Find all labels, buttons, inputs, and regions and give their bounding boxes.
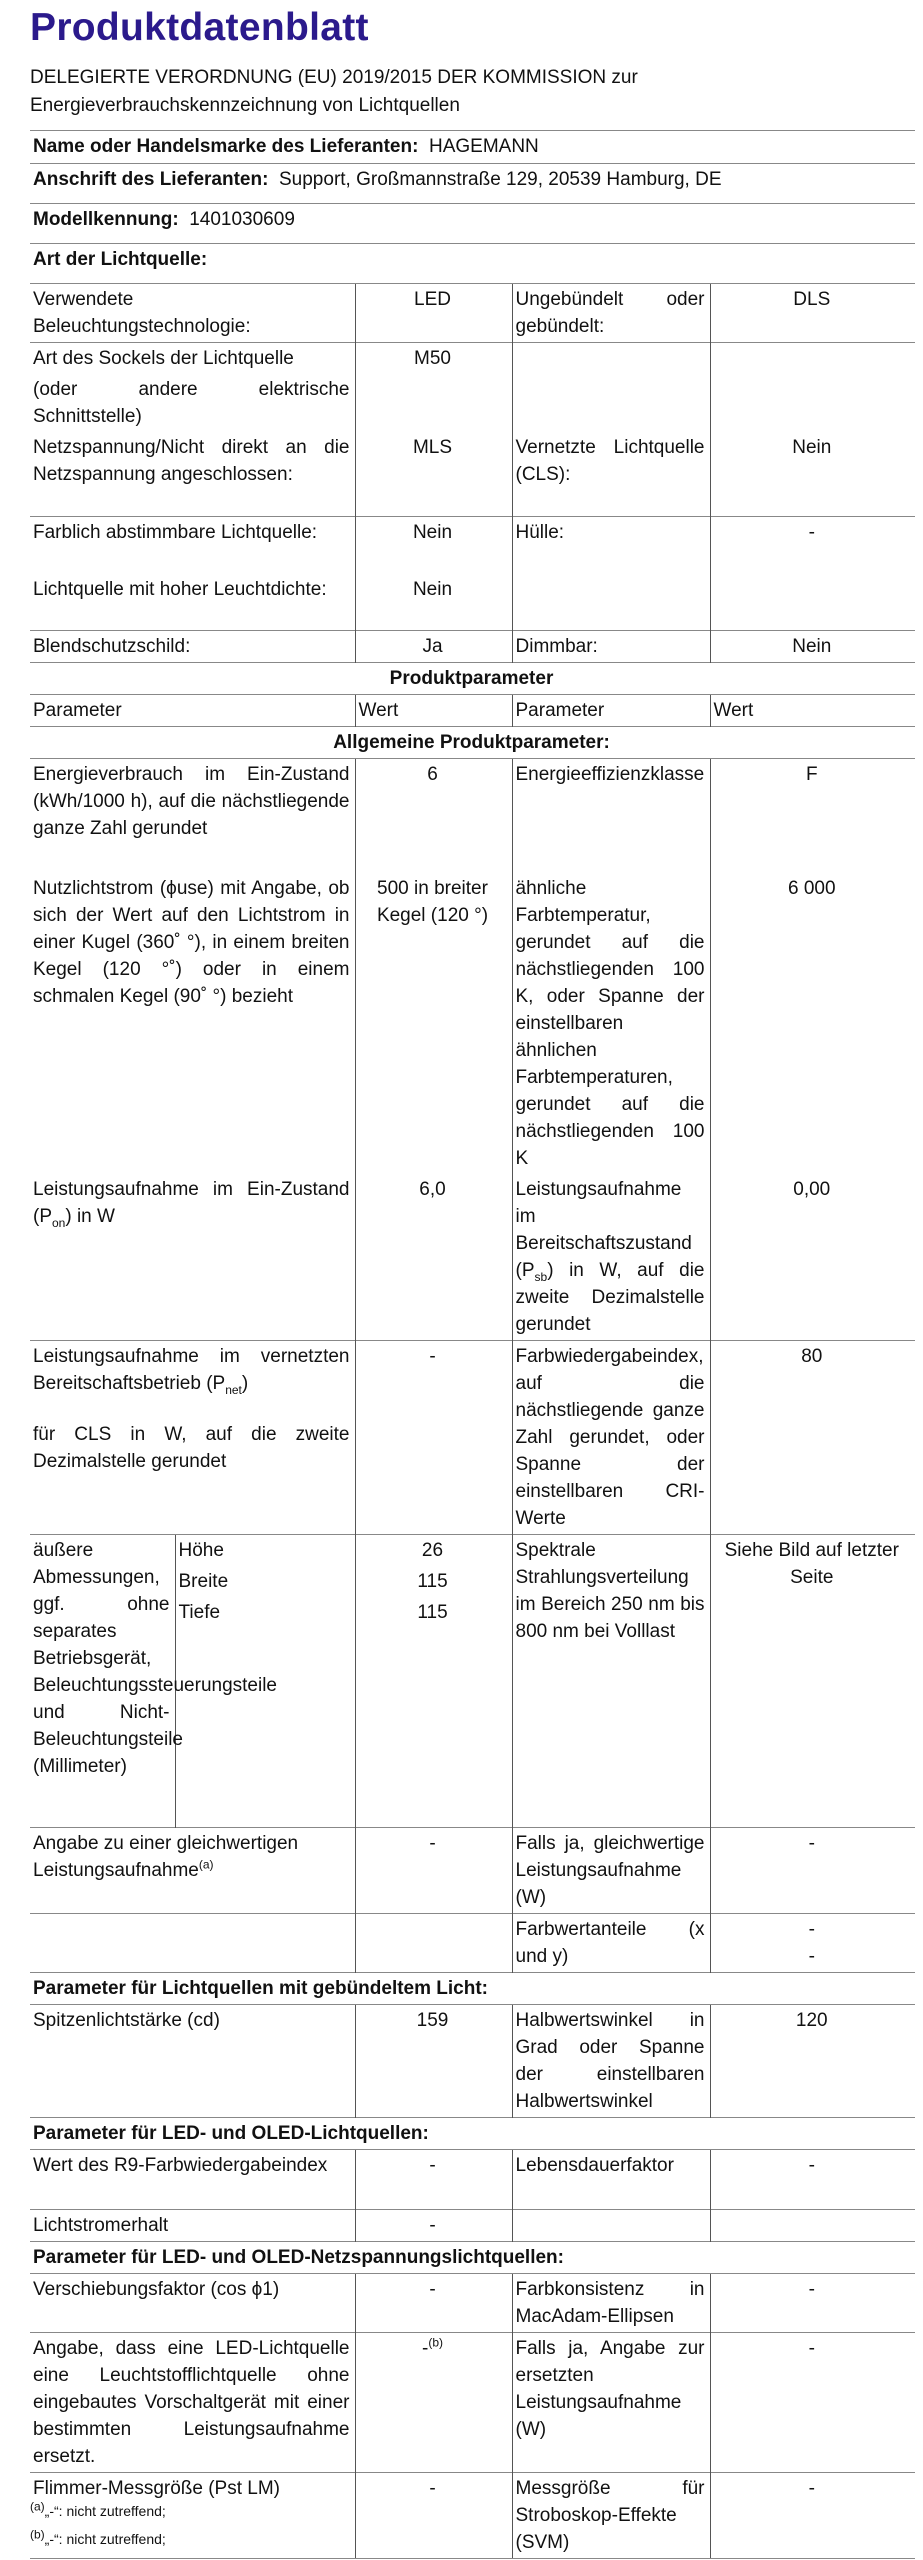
colour-consistency-label: Farbkonsistenz in MacAdam-Ellipsen: [512, 2273, 710, 2332]
supplier-name-value: HAGEMANN: [428, 136, 539, 157]
focus-value: DLS: [710, 284, 915, 343]
params-heading: Produktparameter: [30, 662, 915, 694]
pnet-row: [30, 1341, 915, 1535]
tech-label: Verwendete Beleuchtungstechnologie:: [30, 284, 355, 343]
width-value: 115: [355, 1566, 512, 1597]
equivalent-value: -: [355, 1827, 512, 1913]
tech-row: [30, 284, 915, 343]
energy-label: Energieverbrauch im Ein-Zustand (kWh/1000 h), auf die nächstliegende ganze Zahl gerundet: [30, 758, 355, 873]
colour-tunable-value: Nein: [355, 516, 512, 574]
supplier-address-value: Support, Großmannstraße 129, 20539 Hamburg, DE: [279, 169, 722, 190]
cap-row: [30, 343, 915, 433]
dls-heading-row: [30, 1972, 915, 2004]
focus-label: Ungebündelt oder gebündelt:: [512, 284, 710, 343]
colour-tunable-label: Farblich abstimmbare Lichtquelle:: [30, 516, 355, 574]
efficiency-class-label: Energieeffizienzklasse: [512, 758, 710, 873]
cri-label: Farbwiedergabeindex, auf die nächstliegende ganze Zahl gerundet, oder Spanne der einstellbaren CRI-Werte: [512, 1341, 710, 1535]
chromaticity-y: -: [808, 1945, 815, 1967]
flux-label: Nutzlichtstrom (ϕuse) mit Angabe, ob sich der Wert auf den Lichtstrom in einer Kugel (360˚ °), in einem breiten Kegel (120 °˚) oder in einem schmalen Kegel (90˚ °) bezieht: [33, 878, 350, 1007]
high-luminance-value: Nein: [355, 574, 512, 630]
depth-label: Tiefe: [175, 1597, 355, 1827]
peak-intensity-value: 159: [355, 2004, 512, 2117]
colour-tunable-row: [30, 516, 915, 574]
regulation-subtitle: [30, 64, 880, 120]
mains-value: MLS: [355, 432, 512, 516]
mains-heading-row: [30, 2241, 915, 2273]
power-row: [30, 1174, 915, 1341]
params-heading-row: [30, 662, 915, 694]
mains-heading: Parameter für LED- und OLED-Netzspannungslichtquellen:: [30, 2241, 915, 2273]
equivalent-label: Angabe zu einer gleichwertigen Leistungsaufnahme$^{(a)}$: [30, 1827, 355, 1913]
data-table: [30, 130, 915, 2559]
general-heading: Allgemeine Produktparameter:: [30, 726, 915, 758]
col-header-value-1: Wert: [355, 694, 512, 726]
chromaticity-label: Farbwertanteile (x und y): [512, 1913, 710, 1972]
height-label: Höhe: [175, 1535, 355, 1567]
spd-label: Spektrale Strahlungsverteilung im Bereich 250 nm bis 800 nm bei Volllast: [512, 1535, 710, 1828]
replacement-label: Angabe, dass eine LED-Lichtquelle eine Leuchtstofflichtquelle ohne eingebautes Vorschaltgerät mit einer bestimmten Leistungsaufnahme ersetzt.: [30, 2332, 355, 2472]
svm-value: -: [710, 2472, 915, 2558]
height-value: 26: [355, 1535, 512, 1567]
beam-angle-value: 120: [710, 2004, 915, 2117]
glare-row: [30, 630, 915, 662]
params-column-header-row: [30, 694, 915, 726]
energy-value: 6: [355, 758, 512, 873]
flicker-label: Flimmer-Messgröße (Pst LM): [30, 2472, 355, 2558]
pnet-label: Leistungsaufnahme im vernetzten Bereitschaftsbetrieb $(P_{net})$: [33, 1346, 350, 1397]
light-source-heading: Art der Lichtquelle:: [30, 244, 915, 284]
width-label: Breite: [175, 1566, 355, 1597]
envelope-label: Hülle:: [512, 516, 710, 574]
chromaticity-x: -: [808, 1918, 815, 1940]
equivalent-power-row: [30, 1827, 915, 1913]
peak-intensity-row: [30, 2004, 915, 2117]
model-row: [30, 204, 915, 244]
model-label: Modellkennung:: [33, 209, 179, 230]
cri-value: 80: [710, 1341, 915, 1535]
flicker-value: -: [355, 2472, 512, 2558]
cls-value: Nein: [710, 432, 915, 516]
subtitle-line-2: Energieverbrauchskennzeichnung von Lichtquellen: [30, 95, 460, 116]
equivalent-power-value: -: [710, 1827, 915, 1913]
cls-label: Vernetzte Lichtquelle (CLS):: [512, 432, 710, 516]
cap-label: Art des Sockels der Lichtquelle: [33, 348, 294, 369]
dimmable-label: Dimmbar:: [512, 630, 710, 662]
high-luminance-row: [30, 574, 915, 630]
pnet-value: -: [355, 1341, 512, 1535]
pnet-label-2: für CLS in W, auf die zweite Dezimalstelle gerundet: [33, 1424, 350, 1472]
flux-value: 500 in breiter Kegel (120 °): [355, 873, 512, 1174]
page-title: Produktdatenblatt: [30, 6, 369, 49]
cct-label: ähnliche Farbtemperatur, gerundet auf die nächstliegenden 100 K, oder Spanne der einstellbaren ähnlichen Farbtemperaturen, gerundet auf die nächstliegenden 100 K: [512, 873, 710, 1174]
lumen-maintenance-row: [30, 2209, 915, 2241]
mains-row: [30, 432, 915, 516]
light-source-heading-row: [30, 244, 915, 284]
cct-value: 6 000: [710, 873, 915, 1174]
general-heading-row: [30, 726, 915, 758]
dls-heading: Parameter für Lichtquellen mit gebündeltem Licht:: [30, 1972, 915, 2004]
supplier-address-row: [30, 164, 915, 204]
replacement-value: -$^{(b)}$: [355, 2332, 512, 2472]
high-luminance-label: Lichtquelle mit hoher Leuchtdichte:: [33, 579, 327, 600]
subtitle-line-1: DELEGIERTE VERORDNUNG (EU) 2019/2015 DER KOMMISSION zur: [30, 67, 638, 88]
pon-value: 6,0: [355, 1174, 512, 1341]
psb-label: Leistungsaufnahme im Bereitschaftszustand $(P_{sb})$ in W, auf die zweite Dezimalstelle gerundet: [512, 1174, 710, 1341]
tech-value: LED: [355, 284, 512, 343]
survival-value: -: [710, 2149, 915, 2209]
lumen-maintenance-label: Lichtstromerhalt: [30, 2209, 355, 2241]
beam-angle-label: Halbwertswinkel in Grad oder Spanne der einstellbaren Halbwertswinkel: [512, 2004, 710, 2117]
displacement-row: [30, 2273, 915, 2332]
dims-label: äußere Abmessungen, ggf. ohne separates Betriebsgerät, Beleuchtungssteuerungsteile und Nicht-Beleuchtungsteile (Millimeter): [30, 1535, 175, 1828]
spd-value: Siehe Bild auf letzter Seite: [710, 1535, 915, 1828]
peak-intensity-label: Spitzenlichtstärke (cd): [30, 2004, 355, 2117]
energy-row: [30, 758, 915, 873]
col-header-param-1: Parameter: [30, 694, 355, 726]
col-header-value-2: Wert: [710, 694, 915, 726]
supplier-name-row: [30, 131, 915, 164]
footnote-b: $^{(b)}$„-“: nicht zutreffend;: [30, 2527, 166, 2547]
r9-label: Wert des R9-Farbwiedergabeindex: [30, 2149, 355, 2209]
flux-row: [30, 873, 915, 1174]
r9-row: [30, 2149, 915, 2209]
colour-consistency-value: -: [710, 2273, 915, 2332]
svm-label: Messgröße für Stroboskop-Effekte (SVM): [512, 2472, 710, 2558]
psb-value: 0,00: [710, 1174, 915, 1341]
led-heading-row: [30, 2117, 915, 2149]
survival-label: Lebensdauerfaktor: [512, 2149, 710, 2209]
chromaticity-row: [30, 1913, 915, 1972]
r9-value: -: [355, 2149, 512, 2209]
supplier-name-label: Name oder Handelsmarke des Lieferanten:: [33, 136, 419, 157]
displacement-label: Verschiebungsfaktor (cos ϕ1): [30, 2273, 355, 2332]
lumen-maintenance-value: -: [355, 2209, 512, 2241]
dims-row-height: [30, 1535, 915, 1567]
glare-label: Blendschutzschild:: [30, 630, 355, 662]
envelope-value: -: [710, 516, 915, 574]
mains-label: Netzspannung/Nicht direkt an die Netzspannung angeschlossen:: [33, 437, 350, 485]
col-header-param-2: Parameter: [512, 694, 710, 726]
depth-value: 115: [355, 1597, 512, 1827]
dimmable-value: Nein: [710, 630, 915, 662]
replaced-power-label: Falls ja, Angabe zur ersetzten Leistungsaufnahme (W): [512, 2332, 710, 2472]
cap-label-2: (oder andere elektrische Schnittstelle): [33, 379, 350, 427]
cap-value: M50: [355, 343, 512, 433]
led-heading: Parameter für LED- und OLED-Lichtquellen:: [30, 2117, 915, 2149]
model-value: 1401030609: [189, 209, 295, 230]
glare-value: Ja: [355, 630, 512, 662]
equivalent-power-label: Falls ja, gleichwertige Leistungsaufnahme (W): [512, 1827, 710, 1913]
pon-label: Leistungsaufnahme im Ein-Zustand $(P_{on})$ in W: [33, 1179, 350, 1230]
efficiency-class-value: F: [710, 758, 915, 873]
supplier-address-label: Anschrift des Lieferanten:: [33, 169, 269, 190]
footnote-a: $^{(a)}$„-“: nicht zutreffend;: [30, 2499, 166, 2519]
replacement-row: [30, 2332, 915, 2472]
displacement-value: -: [355, 2273, 512, 2332]
replaced-power-value: -: [710, 2332, 915, 2472]
